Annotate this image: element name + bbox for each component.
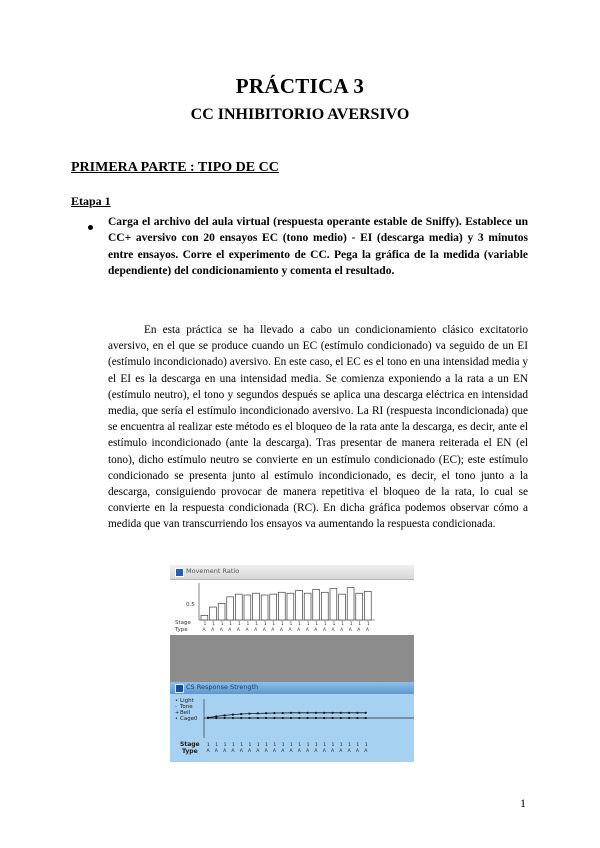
type-marker: A bbox=[305, 628, 309, 633]
movement-bar bbox=[287, 593, 294, 620]
cs-response-title: CS Response Strength bbox=[186, 683, 259, 691]
stage-marker: 1 bbox=[331, 743, 335, 748]
type-marker: A bbox=[357, 628, 361, 633]
type-marker: A bbox=[288, 628, 292, 633]
type-marker: A bbox=[347, 749, 351, 754]
y-zero-label: 0 bbox=[194, 716, 198, 722]
movement-bar bbox=[321, 592, 328, 620]
movement-bar bbox=[296, 590, 303, 620]
cs-response-window bbox=[170, 682, 414, 762]
movement-bar bbox=[339, 594, 346, 620]
stage-marker: 1 bbox=[223, 743, 227, 748]
series-point-tone bbox=[323, 712, 325, 714]
y-tick-label: 0.5 bbox=[186, 602, 195, 608]
type-marker: A bbox=[339, 749, 343, 754]
series-point-tone bbox=[348, 712, 350, 714]
window-icon bbox=[175, 568, 184, 577]
series-point-cage bbox=[323, 717, 325, 719]
legend-tone: Tone bbox=[180, 704, 193, 710]
stage-marker: 1 bbox=[240, 743, 244, 748]
type-marker: A bbox=[281, 749, 285, 754]
movement-bar bbox=[356, 593, 363, 620]
stage-marker: 1 bbox=[356, 743, 360, 748]
section-heading: PRIMERA PARTE : TIPO DE CC bbox=[71, 160, 279, 175]
stage-marker: 1 bbox=[323, 743, 327, 748]
legend-cage: Cage bbox=[180, 716, 195, 722]
type-marker: A bbox=[348, 628, 352, 633]
type-marker: A bbox=[271, 628, 275, 633]
type-marker: A bbox=[297, 628, 301, 633]
stage-marker: 1 bbox=[207, 743, 210, 748]
type-marker: A bbox=[262, 628, 266, 633]
type-marker: A bbox=[289, 749, 293, 754]
series-point-cage bbox=[257, 717, 259, 719]
stage-marker: 1 bbox=[314, 743, 318, 748]
type-marker: A bbox=[365, 628, 369, 633]
series-point-cage bbox=[207, 717, 209, 719]
type-marker: A bbox=[364, 749, 368, 754]
stage-marker: 1 bbox=[248, 743, 252, 748]
stage-marker: 1 bbox=[323, 622, 327, 627]
cs-response-chart bbox=[170, 694, 414, 762]
type-marker: A bbox=[223, 749, 227, 754]
series-point-cage bbox=[248, 717, 250, 719]
movement-bar bbox=[270, 594, 277, 620]
stage-marker: 1 bbox=[246, 622, 250, 627]
movement-ratio-chart bbox=[170, 579, 414, 635]
sniffy-screenshot bbox=[170, 565, 414, 762]
type-marker: A bbox=[236, 628, 240, 633]
type-marker: A bbox=[340, 628, 344, 633]
legend-marker-cage: • bbox=[175, 716, 178, 722]
type-marker: A bbox=[245, 628, 249, 633]
stage-marker: 1 bbox=[348, 743, 351, 748]
series-point-tone bbox=[240, 713, 242, 715]
series-point-cage bbox=[298, 717, 300, 719]
stage-marker: 1 bbox=[358, 622, 362, 627]
series-point-cage bbox=[232, 717, 234, 719]
series-point-cage bbox=[315, 717, 317, 719]
series-point-tone bbox=[315, 712, 317, 714]
movement-bar bbox=[261, 595, 268, 620]
page-number: 1 bbox=[520, 796, 526, 810]
stage-marker: 1 bbox=[298, 743, 302, 748]
series-line-tone bbox=[208, 713, 366, 718]
series-point-tone bbox=[224, 714, 226, 716]
stage-marker: 1 bbox=[237, 622, 241, 627]
stage-marker: 1 bbox=[203, 622, 207, 627]
type-marker: A bbox=[239, 749, 243, 754]
type-marker: A bbox=[211, 628, 215, 633]
movement-bar bbox=[227, 597, 234, 620]
type-marker: A bbox=[314, 749, 318, 754]
movement-bar bbox=[244, 595, 251, 620]
series-point-cage bbox=[273, 717, 275, 719]
series-point-tone bbox=[273, 712, 275, 714]
series-point-cage bbox=[307, 717, 309, 719]
movement-bar bbox=[330, 589, 337, 620]
stage-marker: 1 bbox=[231, 743, 235, 748]
movement-bar bbox=[201, 615, 208, 620]
series-point-cage bbox=[348, 717, 350, 719]
series-point-tone bbox=[257, 712, 259, 714]
series-point-cage bbox=[356, 717, 358, 719]
stage-label: Stage bbox=[175, 620, 191, 626]
cs-response-titlebar bbox=[170, 682, 414, 694]
series-point-tone bbox=[356, 712, 358, 714]
workspace-background bbox=[170, 635, 414, 682]
type-marker: A bbox=[297, 749, 301, 754]
type-marker: A bbox=[322, 749, 326, 754]
type-marker: A bbox=[231, 749, 235, 754]
series-point-tone bbox=[340, 712, 342, 714]
stage-marker: 1 bbox=[272, 622, 276, 627]
type-marker: A bbox=[256, 749, 260, 754]
type-marker: A bbox=[202, 628, 206, 633]
legend-marker-bell: + bbox=[175, 710, 180, 716]
movement-bar bbox=[210, 607, 217, 620]
series-point-cage bbox=[224, 717, 226, 719]
stage-marker: 1 bbox=[229, 622, 233, 627]
type-label-2: Type bbox=[182, 748, 198, 755]
window-icon bbox=[175, 684, 184, 693]
legend-light: Light bbox=[180, 698, 194, 704]
practice-subtitle: CC INHIBITORIO AVERSIVO bbox=[190, 106, 410, 123]
stage-marker: 1 bbox=[280, 622, 284, 627]
type-marker: A bbox=[228, 628, 232, 633]
series-point-cage bbox=[240, 717, 242, 719]
legend-bell: Bell bbox=[180, 710, 191, 716]
stage-marker: 1 bbox=[349, 622, 353, 627]
stage-marker: 1 bbox=[341, 622, 344, 627]
stage-marker: 1 bbox=[332, 622, 336, 627]
type-marker: A bbox=[355, 749, 359, 754]
type-marker: A bbox=[272, 749, 276, 754]
movement-ratio-window bbox=[170, 565, 414, 635]
movement-ratio-title: Movement Ratio bbox=[186, 567, 240, 575]
stage-marker: 1 bbox=[220, 622, 224, 627]
stage-marker: 1 bbox=[315, 622, 319, 627]
bullet-icon bbox=[88, 225, 93, 230]
movement-bar bbox=[313, 589, 320, 620]
series-point-cage bbox=[331, 717, 333, 719]
series-point-cage bbox=[265, 717, 267, 719]
body-paragraph: En esta práctica se ha llevado a cabo un condicionamiento clásico excitatorio aversivo, en el que se produce cuando un EC (estímulo condicionado) va seguido de un EI (estímulo incondicionado) aversivo. En este caso, el EC es el tono en una intensidad media y el EI es la descarga en una intensidad media. Se comienza exponiendo a la rata a un EN (estímulo neutro), el tono y segundos después se aplica una descarga eléctrica en intensidad media, que sería el estímulo incondicionado aversivo. La RI (respuesta incondicionada) que se encuentra al realizar este método es el bloqueo de la rata ante la descarga, es decir, ante el estímulo incondicionado (ante la descarga). Tras presentar de manera reiterada el EN (el tono), dicho estímulo neutro se convierte en un estímulo condicionado (EC); este estímulo condicionado se presenta junto al estímulo incondicionado, es decir, el tono junto a la descarga, consiguiendo provocar de manera repetitiva el bloqueo de la rata, lo cual se convierte en la respuesta condicionada (RC). En dicha gráfica podemos observar cómo a medida que van transcurriendo los ensayos va aumentando la respuesta condicionada. bbox=[108, 324, 528, 531]
movement-bar bbox=[218, 603, 225, 620]
type-marker: A bbox=[322, 628, 326, 633]
stage-marker: 1 bbox=[306, 622, 310, 627]
stage-marker: 1 bbox=[364, 743, 368, 748]
stage-marker: 1 bbox=[289, 622, 293, 627]
stage-marker: 1 bbox=[306, 743, 310, 748]
stage-heading: Etapa 1 bbox=[71, 194, 111, 208]
type-marker: A bbox=[248, 749, 252, 754]
movement-bar bbox=[253, 593, 260, 620]
stage-marker: 1 bbox=[273, 743, 277, 748]
series-point-tone bbox=[232, 714, 234, 716]
movement-bar bbox=[235, 594, 242, 620]
series-point-cage bbox=[365, 717, 367, 719]
movement-bar bbox=[278, 592, 285, 620]
type-marker: A bbox=[306, 749, 310, 754]
series-point-cage bbox=[290, 717, 292, 719]
series-point-tone bbox=[365, 712, 367, 714]
movement-bar bbox=[304, 593, 311, 620]
type-marker: A bbox=[314, 628, 318, 633]
series-point-cage bbox=[282, 717, 284, 719]
type-marker: A bbox=[331, 749, 335, 754]
stage-marker: 1 bbox=[212, 622, 215, 627]
movement-bar bbox=[347, 588, 354, 620]
type-marker: A bbox=[219, 628, 223, 633]
type-marker: A bbox=[331, 628, 335, 633]
stage-marker: 1 bbox=[339, 743, 343, 748]
practice-title: PRÁCTICA 3 bbox=[235, 74, 365, 98]
stage-marker: 1 bbox=[281, 743, 285, 748]
type-marker: A bbox=[214, 749, 218, 754]
stage-marker: 1 bbox=[366, 622, 370, 627]
stage-marker: 1 bbox=[265, 743, 268, 748]
series-point-cage bbox=[215, 717, 217, 719]
series-point-cage bbox=[340, 717, 342, 719]
series-point-tone bbox=[282, 712, 284, 714]
stage-marker: 1 bbox=[255, 622, 258, 627]
movement-ratio-titlebar bbox=[170, 565, 414, 580]
legend-marker-tone: - bbox=[175, 704, 177, 710]
stage-label-2: Stage bbox=[180, 741, 200, 748]
series-point-tone bbox=[307, 712, 309, 714]
series-point-tone bbox=[248, 713, 250, 715]
stage-marker: 1 bbox=[290, 743, 293, 748]
legend-marker-light: • bbox=[175, 698, 178, 704]
stage-marker: 1 bbox=[215, 743, 219, 748]
series-point-tone bbox=[331, 712, 333, 714]
type-marker: A bbox=[254, 628, 258, 633]
stage-marker: 1 bbox=[298, 622, 301, 627]
stage-marker: 1 bbox=[256, 743, 260, 748]
series-point-tone bbox=[298, 712, 300, 714]
movement-bar bbox=[364, 591, 371, 620]
series-point-tone bbox=[265, 712, 267, 714]
type-label: Type bbox=[175, 627, 188, 633]
instruction-text: Carga el archivo del aula virtual (respuesta operante estable de Sniffy). Establece un CC+ aversivo con 20 ensayos EC (tono medio) - EI (descarga media) y 3 minutos entre ensayos. Corre el experimento de CC. Pega la gráfica de la medida (variable dependiente) del condicionamiento y comenta el resultado. bbox=[108, 216, 528, 277]
type-marker: A bbox=[206, 749, 210, 754]
type-marker: A bbox=[264, 749, 268, 754]
type-marker: A bbox=[279, 628, 283, 633]
stage-marker: 1 bbox=[263, 622, 267, 627]
series-point-tone bbox=[290, 712, 292, 714]
